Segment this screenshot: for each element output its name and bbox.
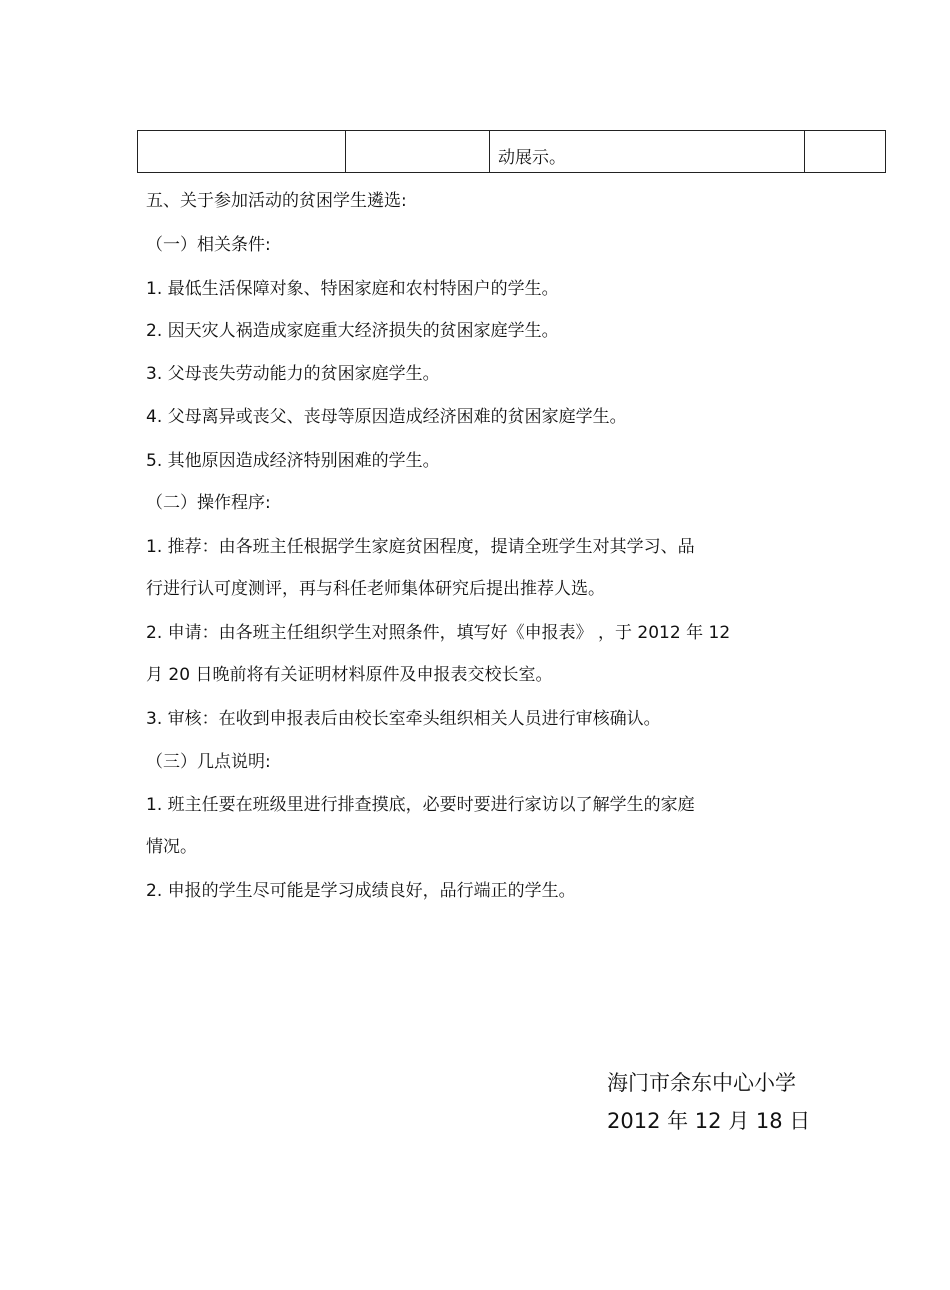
- table-fragment: [137, 130, 886, 173]
- list-item: 4. 父母离异或丧父、丧母等原因造成经济困难的贫困家庭学生。: [146, 407, 627, 427]
- list-item: 2. 申请：由各班主任组织学生对照条件，填写好《申报表》 ，于 2012 年 12: [146, 623, 731, 643]
- list-item: 5. 其他原因造成经济特别困难的学生。: [146, 451, 440, 471]
- table-row: [138, 131, 886, 173]
- list-item: 3. 父母丧失劳动能力的贫困家庭学生。: [146, 364, 440, 384]
- list-item: 1. 推荐：由各班主任根据学生家庭贫困程度，提请全班学生对其学习、品: [146, 537, 695, 557]
- list-item: 2. 申报的学生尽可能是学习成绩良好，品行端正的学生。: [146, 881, 576, 901]
- subsection-heading: （三）几点说明:: [146, 752, 271, 772]
- list-item-continuation: 情况。: [146, 837, 197, 857]
- list-item: 3. 审核：在收到申报表后由校长室牵头组织相关人员进行审核确认。: [146, 709, 661, 729]
- table-cell: [138, 131, 346, 173]
- signature-date: 2012 年 12 月 18 日: [607, 1109, 811, 1133]
- list-item: 1. 最低生活保障对象、特困家庭和农村特困户的学生。: [146, 279, 559, 299]
- signature-organization: 海门市余东中心小学: [607, 1071, 796, 1095]
- section-heading: 五、关于参加活动的贫困学生遴选:: [146, 191, 407, 211]
- list-item-continuation: 月 20 日晚前将有关证明材料原件及申报表交校长室。: [146, 665, 553, 685]
- table-cell: 动展示。: [490, 131, 805, 173]
- list-item: 2. 因天灾人祸造成家庭重大经济损失的贫困家庭学生。: [146, 321, 559, 341]
- table-cell: [346, 131, 490, 173]
- list-item: 1. 班主任要在班级里进行排查摸底，必要时要进行家访以了解学生的家庭: [146, 795, 695, 815]
- list-item-continuation: 行进行认可度测评，再与科任老师集体研究后提出推荐人选。: [146, 579, 605, 599]
- subsection-heading: （一）相关条件:: [146, 235, 271, 255]
- subsection-heading: （二）操作程序:: [146, 493, 271, 513]
- table-cell: [805, 131, 886, 173]
